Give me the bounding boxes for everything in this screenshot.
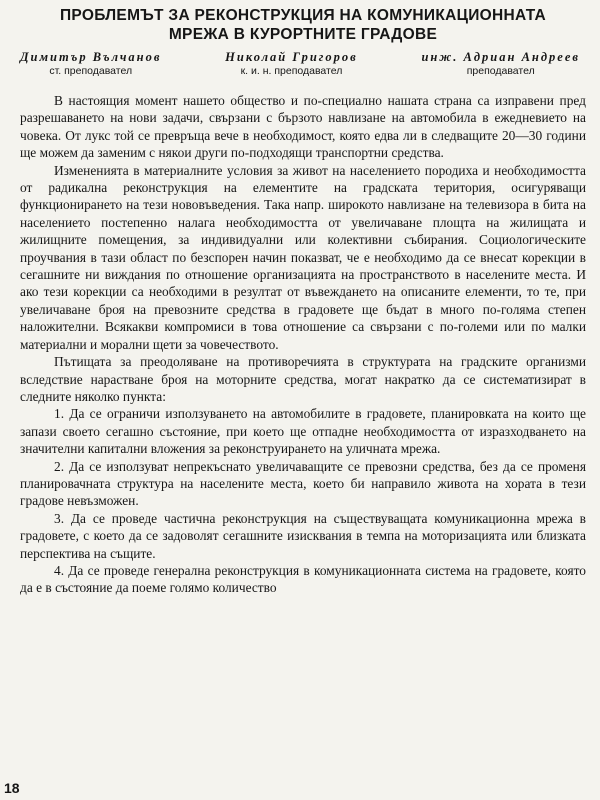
article-title-line-2: МРЕЖА В КУРОРТНИТЕ ГРАДОВЕ bbox=[168, 26, 438, 43]
author-role: к. и. н. преподавател bbox=[240, 65, 343, 77]
author-list bbox=[20, 50, 580, 78]
author-1 bbox=[20, 50, 161, 78]
paragraph-2: Измененията в материалните условия за живот на населението породиха и необходимостта от радикална реконструкция на елементите на градската територия, осигуряващи функционирането на тези нововъведения. Така напр. широкото навлизане на телевизора в бита на населението постепенно налага необходимостта от увеличаване площта на жилищата и жилищните помещения, за индивидуални или колективни събирания. Социологическите проучвания в тази област по безспорен начин показват, че е необходимо да се внесат корекции в сегашните ни виждания по отношение организацията на пространството в населените места. И ако тези корекции са необходими в резултат от въвеждането на описаните елементи, то те, при увеличаване броя на превозните средства в градовете ще бъдат в много по-голяма степен наложителни. Всякакви компромиси в това отношение са свързани с по-големи или по малки материални и морални щети за човечеството. bbox=[20, 162, 586, 352]
list-item-4: 4. Да се проведе генерална реконструкция в комуникационната система на градовете, която да е в състояние да поеме голямо количество bbox=[20, 562, 586, 596]
paragraph-3: Пътищата за преодоляване на противоречията в структурата на градските организми вследствие нарастване броя на моторните средства, могат накратко да се систематизират в следните няколко пункта: bbox=[20, 354, 586, 404]
author-2 bbox=[225, 50, 358, 78]
author-name: Николай Григоров bbox=[225, 50, 358, 64]
article-title bbox=[20, 6, 586, 44]
list-item-3: 3. Да се проведе частична реконструкция на съществуващата комуникационна мрежа в градовете, с което да се задоволят сегашните изисквания в темпа на моторизацията или близката перспектива на същите. bbox=[20, 510, 586, 561]
article-body bbox=[20, 92, 586, 597]
author-name: Димитър Вълчанов bbox=[20, 50, 162, 64]
list-item-1: 1. Да се ограничи използуването на автомобилите в градовете, планировката на които ще запази своето сегашно състояние, при което ще отпадне необходимостта от изразходването на значителни капитални вложения за реконструирането на уличната мрежа. bbox=[20, 406, 586, 457]
list-item-2: 2. Да се използуват непрекъснато увеличаващите се превозни средства, без да се променя планировачната структура на населените места, което би направило живота на хората в тези градове невъзможен. bbox=[20, 458, 586, 509]
paragraph-1: В настоящия момент нашето общество и по-специално нашата страна са изправени пред разрешаването на нови задачи, свързани с бързото навлизане на автомобила в ежедневието на човека. От лукс той се превръща вече в необходимост, която едва ли в следващите 20—30 години ще можем да заменим с някои други по-подходящи транспортни средства. bbox=[20, 93, 586, 161]
author-role: ст. преподавател bbox=[49, 65, 133, 77]
author-3 bbox=[421, 50, 580, 78]
author-role: преподавател bbox=[466, 65, 535, 77]
page-number: 18 bbox=[4, 780, 20, 796]
author-name: инж. Адриан Андреев bbox=[421, 50, 580, 64]
article-title-line-1: ПРОБЛЕМЪТ ЗА РЕКОНСТРУКЦИЯ НА КОМУНИКАЦИОННАТА bbox=[59, 7, 547, 24]
